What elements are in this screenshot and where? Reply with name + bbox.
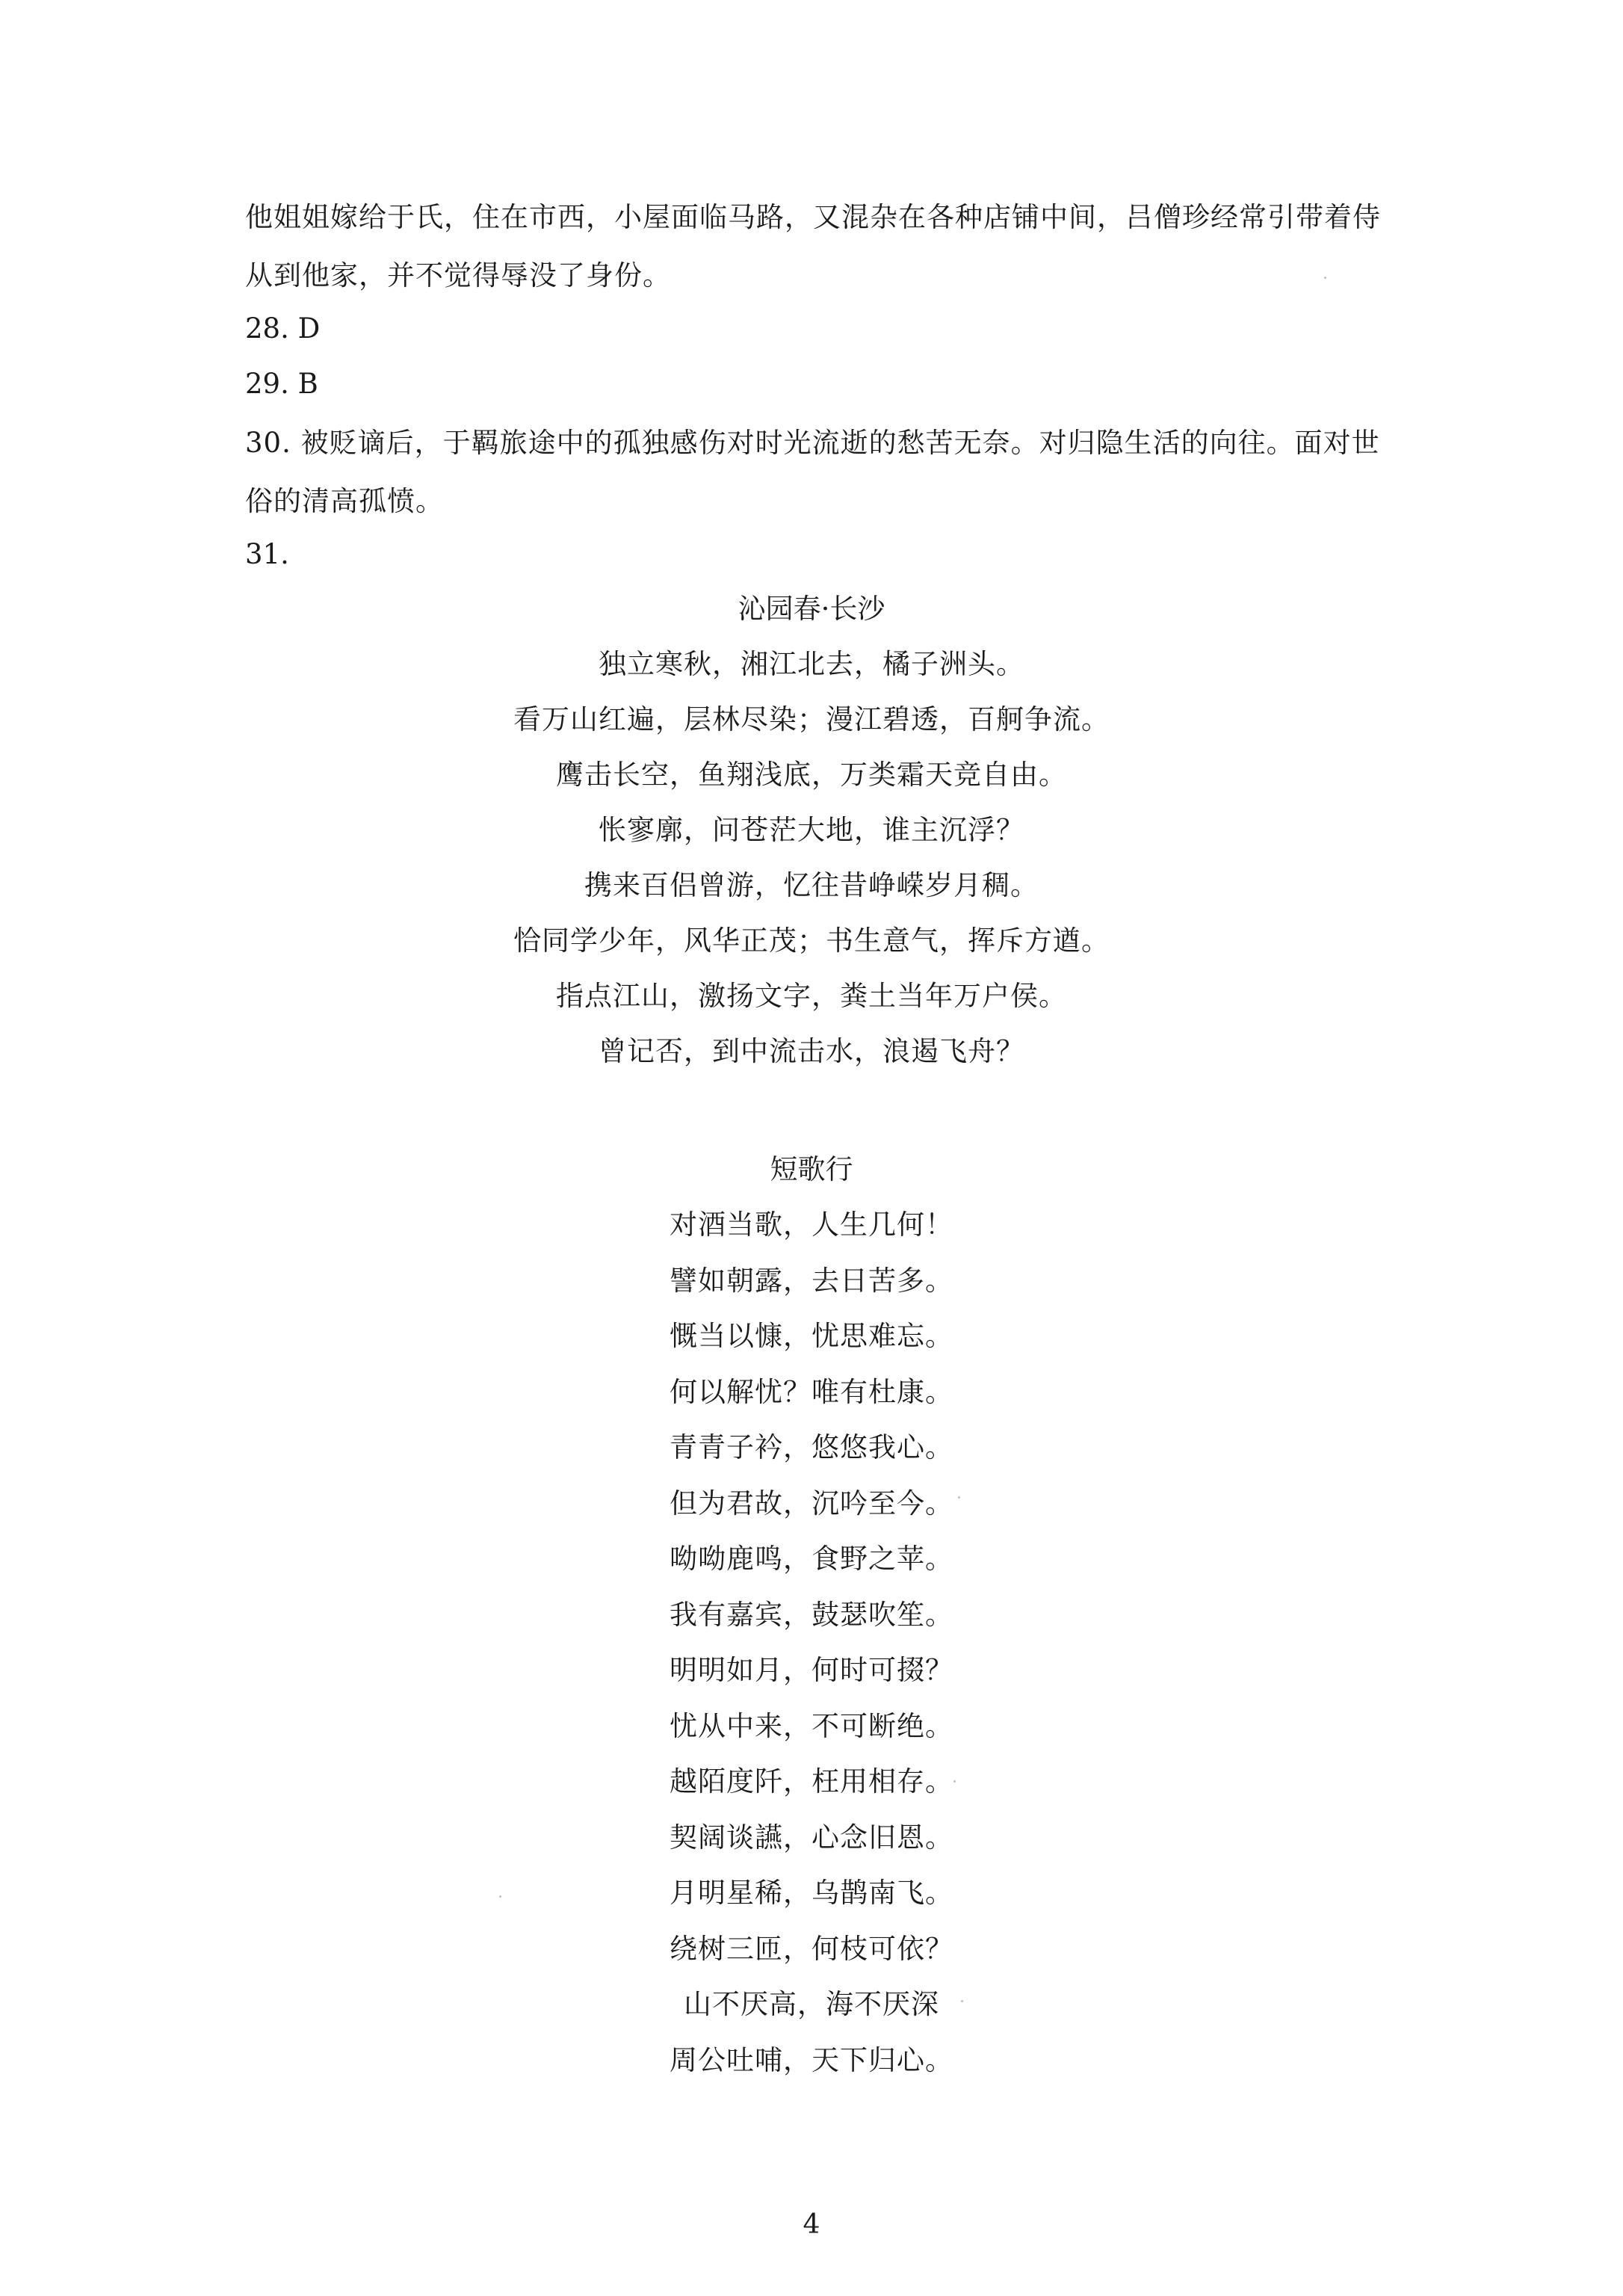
translation-paragraph: 他姐姐嫁给于氏，住在市西，小屋面临马路，又混杂在各种店铺中间，吕僧珍经常引带着侍从到他家，并不觉得辱没了身份。: [245, 201, 1381, 291]
poem-line: 周公吐哺，天下归心。: [670, 2043, 953, 2076]
poem-title: 短歌行: [770, 1153, 853, 1185]
scan-speck: [953, 1780, 956, 1783]
poem-line: 月明星稀，乌鹊南飞。: [670, 1877, 953, 1909]
answer-29: 29. B: [245, 368, 318, 400]
poem-line: 忧从中来，不可断绝。: [670, 1709, 953, 1742]
poem-line: 看万山红遍，层林尽染；漫江碧透，百舸争流。: [513, 703, 1110, 735]
answer-31: 31.: [245, 538, 289, 570]
poem-line: 越陌度阡，枉用相存。: [670, 1765, 953, 1797]
poem-line: 曾记否，到中流击水，浪遏飞舟？: [599, 1035, 1024, 1067]
poem-duangexing: [0, 1142, 1623, 2088]
poem-line: 青青子衿，悠悠我心。: [670, 1431, 953, 1463]
poem-title: 沁园春·长沙: [738, 593, 885, 625]
poem-line: 携来百侣曾游，忆往昔峥嵘岁月稠。: [584, 869, 1039, 901]
poem-line: 我有嘉宾，鼓瑟吹笙。: [670, 1598, 953, 1631]
answer-28: 28. D: [245, 312, 321, 345]
poem-line: 契阔谈讌，心念旧恩。: [670, 1821, 953, 1854]
page-number: 4: [803, 2209, 820, 2240]
poem-line: 譬如朝露，去日苦多。: [670, 1264, 953, 1297]
poem-line: 慨当以慷，忧思难忘。: [670, 1320, 953, 1352]
poem-qinyuanchun: [0, 581, 1623, 1079]
poem-line: 鹰击长空，鱼翔浅底，万类霜天竞自由。: [556, 759, 1067, 791]
poem-line: 明明如月，何时可掇？: [670, 1654, 953, 1686]
poem-line: 恰同学少年，风华正茂；书生意气，挥斥方遒。: [513, 925, 1110, 957]
poem-line: 何以解忧？唯有杜康。: [670, 1375, 953, 1408]
poem-line: 呦呦鹿鸣，食野之苹。: [670, 1543, 953, 1575]
poem-line: 山不厌高，海不厌深: [684, 1988, 939, 2020]
poem-line: 绕树三匝，何枝可依？: [670, 1932, 953, 1965]
scan-speck: [1324, 277, 1326, 279]
scan-speck: [958, 1496, 960, 1499]
scan-speck: [961, 2000, 963, 2002]
poem-line: 指点江山，激扬文字，粪土当年万户侯。: [556, 980, 1067, 1012]
answer-30: 30. 被贬谪后，于羁旅途中的孤独感伤对时光流逝的愁苦无奈。对归隐生活的向往。面对世俗的清高孤愤。: [245, 427, 1380, 517]
poem-line: 独立寒秋，湘江北去，橘子洲头。: [599, 648, 1024, 680]
poem-line: 对酒当歌，人生几何！: [670, 1209, 953, 1241]
scan-speck: [499, 1895, 501, 1898]
poem-line: 但为君故，沉吟至今。: [670, 1487, 953, 1519]
poem-line: 怅寥廓，问苍茫大地，谁主沉浮？: [599, 814, 1024, 846]
